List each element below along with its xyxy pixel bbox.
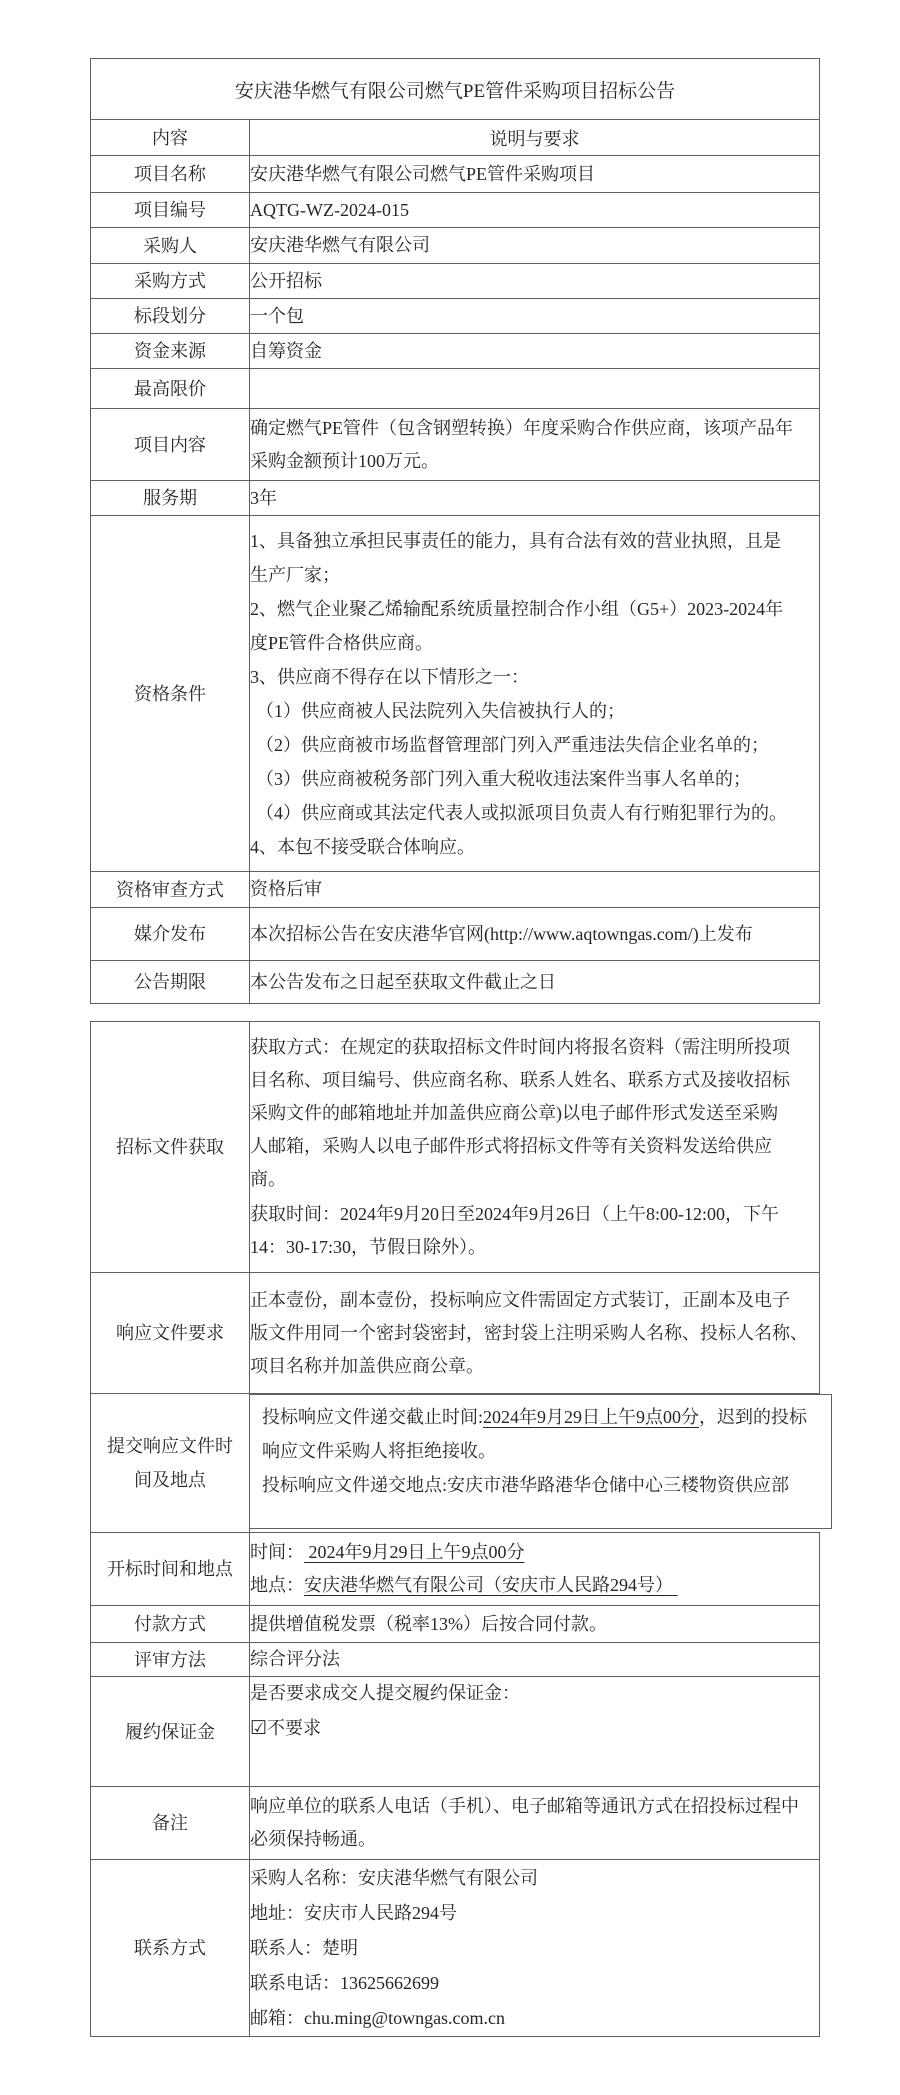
remarks-value-cell xyxy=(250,1787,820,1860)
qualification-line: （3）供应商被税务部门列入重大税收违法案件当事人名单的； xyxy=(256,768,751,789)
contact-email: 邮箱：chu.ming@towngas.com.cn xyxy=(250,2007,506,2028)
contact-value-cell xyxy=(250,1860,820,2037)
response-doc-line: 正本壹份，副本壹份，投标响应文件需固定方式装订，正副本及电子 xyxy=(250,1289,790,1310)
row-qualification xyxy=(91,516,820,872)
project-number-value: AQTG-WZ-2024-015 xyxy=(250,199,409,220)
procurement-method-value: 公开招标 xyxy=(250,270,322,291)
header-content-label: 内容 xyxy=(91,120,250,156)
submission-label-cell xyxy=(91,1394,250,1533)
qualification-line: （1）供应商被人民法院列入失信被执行人的； xyxy=(256,700,625,721)
header-desc-label: 说明与要求 xyxy=(250,120,820,156)
service-period-value-cell xyxy=(250,481,820,516)
row-procurement-method xyxy=(91,264,820,299)
performance-bond-answer-line xyxy=(250,1712,819,1745)
performance-bond-label: 履约保证金 xyxy=(91,1677,250,1787)
contact-phone: 联系电话：13625662699 xyxy=(250,1972,439,1993)
lot-division-value-cell xyxy=(250,299,820,334)
performance-bond-question: 是否要求成交人提交履约保证金： xyxy=(250,1683,520,1703)
response-doc-line: 项目名称并加盖供应商公章。 xyxy=(250,1355,484,1376)
row-media-release xyxy=(91,908,820,961)
lot-division-label: 标段划分 xyxy=(91,299,250,334)
notice-period-value-cell xyxy=(250,961,820,1004)
submission-deadline-value: 2024年9月29日上午9点00分 xyxy=(483,1407,699,1427)
payment-method-value-cell xyxy=(250,1606,820,1643)
project-content-label: 项目内容 xyxy=(91,409,250,481)
qualification-review-value: 资格后审 xyxy=(250,879,322,899)
row-purchaser xyxy=(91,228,820,264)
tender-notice-table xyxy=(90,58,820,1004)
qualification-line: 度PE管件合格供应商。 xyxy=(250,632,434,653)
qualification-value-cell xyxy=(250,516,820,872)
bid-opening-time-line: 时间： 2024年9月29日上午9点00分 xyxy=(250,1542,525,1562)
submission-label-line: 提交响应文件时 xyxy=(107,1436,233,1456)
document-title: 安庆港华燃气有限公司燃气PE管件采购项目招标公告 xyxy=(91,59,820,120)
row-evaluation-method xyxy=(91,1643,820,1677)
row-payment-method xyxy=(91,1606,820,1643)
qualification-review-label: 资格审查方式 xyxy=(91,872,250,908)
row-bid-opening xyxy=(91,1533,820,1606)
doc-obtain-line: 目名称、项目编号、供应商名称、联系人姓名、联系方式及接收招标 xyxy=(250,1069,790,1090)
bid-opening-label: 开标时间和地点 xyxy=(91,1533,250,1606)
contact-address: 地址：安庆市人民路294号 xyxy=(250,1902,457,1923)
procurement-method-value-cell xyxy=(250,264,820,299)
checked-checkbox-icon: ☑ xyxy=(250,1718,268,1739)
evaluation-method-value-cell xyxy=(250,1643,820,1677)
qualification-review-value-cell xyxy=(250,872,820,908)
doc-obtain-line: 采购文件的邮箱地址并加盖供应商公章)以电子邮件形式发送至采购 xyxy=(250,1102,778,1123)
row-service-period xyxy=(91,481,820,516)
contact-person: 联系人：楚明 xyxy=(250,1937,358,1958)
qualification-line: 3、供应商不得存在以下情形之一： xyxy=(250,666,529,687)
price-cap-label: 最高限价 xyxy=(91,369,250,409)
remarks-line: 响应单位的联系人电话（手机）、电子邮箱等通讯方式在招投标过程中 xyxy=(250,1796,799,1816)
qualification-line: 2、燃气企业聚乙烯输配系统质量控制合作小组（G5+）2023-2024年 xyxy=(250,598,784,619)
bid-opening-time-value: 2024年9月29日上午9点00分 xyxy=(304,1542,525,1562)
purchaser-label: 采购人 xyxy=(91,228,250,264)
evaluation-method-label: 评审方法 xyxy=(91,1643,250,1677)
row-qualification-review xyxy=(91,872,820,908)
contact-purchaser-name: 采购人名称：安庆港华燃气有限公司 xyxy=(250,1867,538,1888)
project-content-line: 确定燃气PE管件（包含钢塑转换）年度采购合作供应商，该项产品年 xyxy=(250,417,794,438)
remarks-line: 必须保持畅通。 xyxy=(250,1829,376,1849)
media-release-label: 媒介发布 xyxy=(91,908,250,961)
document-page xyxy=(90,58,820,2037)
qualification-line: 生产厂家； xyxy=(250,564,340,585)
purchaser-value-cell xyxy=(250,228,820,264)
project-number-value-cell xyxy=(250,193,820,228)
row-project-number xyxy=(91,193,820,228)
response-doc-line: 版文件用同一个密封袋密封，密封袋上注明采购人名称、投标人名称、 xyxy=(250,1322,808,1343)
qualification-label: 资格条件 xyxy=(91,516,250,872)
performance-bond-value-cell xyxy=(250,1677,820,1787)
row-funding-source xyxy=(91,334,820,369)
table-gap xyxy=(90,1004,820,1021)
payment-method-label: 付款方式 xyxy=(91,1606,250,1643)
row-performance-bond xyxy=(91,1677,820,1787)
submission-value-cell xyxy=(250,1394,820,1533)
submission-line: 响应文件采购人将拒绝接收。 xyxy=(262,1441,496,1461)
doc-obtain-line: 商。 xyxy=(250,1168,286,1189)
funding-source-label: 资金来源 xyxy=(91,334,250,369)
project-number-label: 项目编号 xyxy=(91,193,250,228)
row-remarks xyxy=(91,1787,820,1860)
header-row xyxy=(91,120,820,156)
bid-opening-place-value: 安庆港华燃气有限公司（安庆市人民路294号） xyxy=(304,1575,678,1595)
doc-obtain-label: 招标文件获取 xyxy=(91,1022,250,1273)
notice-period-label: 公告期限 xyxy=(91,961,250,1004)
submission-label-line: 间及地点 xyxy=(134,1470,206,1490)
doc-obtain-value-cell xyxy=(250,1022,820,1273)
project-name-label: 项目名称 xyxy=(91,156,250,193)
row-price-cap xyxy=(91,369,820,409)
response-doc-value-cell xyxy=(250,1273,820,1394)
media-release-value: 本次招标公告在安庆港华官网(http://www.aqtowngas.com/)上发布 xyxy=(250,923,753,944)
tender-procedure-table xyxy=(90,1021,820,2037)
notice-period-value: 本公告发布之日起至获取文件截止之日 xyxy=(250,971,556,992)
doc-obtain-line: 获取时间：2024年9月20日至2024年9月26日（上午8:00-12:00，下午 xyxy=(250,1203,779,1224)
row-doc-obtain xyxy=(91,1022,820,1273)
qualification-line: 1、具备独立承担民事责任的能力，具有合法有效的营业执照，且是 xyxy=(250,530,781,551)
doc-obtain-line: 14：30-17:30，节假日除外）。 xyxy=(250,1236,486,1257)
qualification-line: 4、本包不接受联合体响应。 xyxy=(250,836,475,857)
row-project-content xyxy=(91,409,820,481)
row-response-doc xyxy=(91,1273,820,1394)
bid-opening-value-cell xyxy=(250,1533,820,1606)
doc-obtain-line: 人邮箱，采购人以电子邮件形式将招标文件等有关资料发送给供应 xyxy=(250,1135,772,1156)
project-content-value-cell xyxy=(250,409,820,481)
remarks-label: 备注 xyxy=(91,1787,250,1860)
purchaser-value: 安庆港华燃气有限公司 xyxy=(250,235,430,255)
evaluation-method-value: 综合评分法 xyxy=(250,1649,340,1669)
row-submission xyxy=(91,1394,820,1533)
project-content-line: 采购金额预计100万元。 xyxy=(250,450,439,471)
submission-place-line: 投标响应文件递交地点:安庆市港华路港华仓储中心三楼物资供应部 xyxy=(262,1475,789,1495)
row-lot-division xyxy=(91,299,820,334)
row-project-name xyxy=(91,156,820,193)
payment-method-value: 提供增值税发票（税率13%）后按合同付款。 xyxy=(250,1613,607,1634)
row-contact xyxy=(91,1860,820,2037)
funding-source-value-cell xyxy=(250,334,820,369)
service-period-label: 服务期 xyxy=(91,481,250,516)
performance-bond-answer: 不要求 xyxy=(267,1718,322,1738)
price-cap-value-cell xyxy=(250,369,820,409)
qualification-line: （2）供应商被市场监督管理部门列入严重违法失信企业名单的； xyxy=(256,734,769,755)
row-notice-period xyxy=(91,961,820,1004)
project-name-value-cell xyxy=(250,156,820,193)
service-period-value: 3年 xyxy=(250,487,277,508)
lot-division-value: 一个包 xyxy=(250,305,304,326)
submission-text-box xyxy=(249,1394,832,1529)
title-row xyxy=(91,59,820,120)
funding-source-value: 自筹资金 xyxy=(250,340,322,361)
project-name-value: 安庆港华燃气有限公司燃气PE管件采购项目 xyxy=(250,163,596,184)
doc-obtain-line: 获取方式：在规定的获取招标文件时间内将报名资料（需注明所投项 xyxy=(250,1036,790,1057)
media-release-value-cell xyxy=(250,908,820,961)
bid-opening-place-line: 地点：安庆港华燃气有限公司（安庆市人民路294号） xyxy=(250,1575,678,1595)
procurement-method-label: 采购方式 xyxy=(91,264,250,299)
response-doc-label: 响应文件要求 xyxy=(91,1273,250,1394)
submission-deadline-line: 投标响应文件递交截止时间:2024年9月29日上午9点00分，迟到的投标 xyxy=(262,1407,807,1427)
contact-label: 联系方式 xyxy=(91,1860,250,2037)
qualification-line: （4）供应商或其法定代表人或拟派项目负责人有行贿犯罪行为的。 xyxy=(256,802,787,823)
